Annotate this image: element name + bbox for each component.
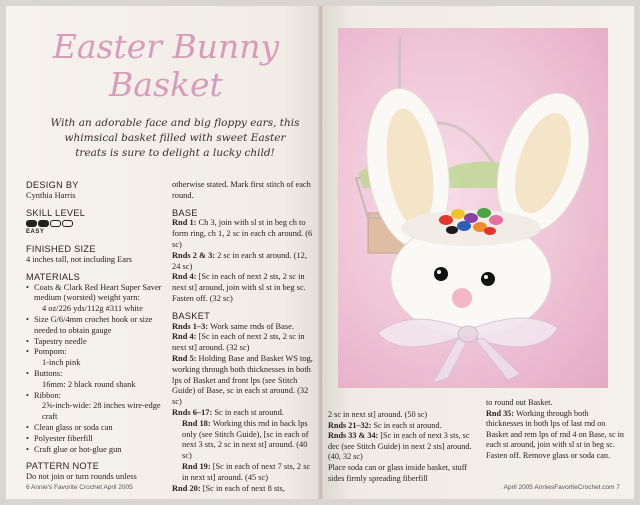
pattern-round (172, 272, 314, 304)
right-footer: April 2005 AnniesFavoriteCrochet.com 7 (503, 484, 620, 491)
title-line-2: Basket (109, 65, 223, 104)
round-label: Rnds 6–17: (172, 407, 215, 417)
material-item: • Tapestry needle (26, 337, 164, 348)
material-item: 16mm: 2 black round shank (42, 379, 136, 389)
skill-box (38, 220, 49, 227)
pattern-round (172, 419, 314, 462)
round-text: [Sc in each of next 8 sts, (202, 483, 285, 493)
pattern-note-continued: otherwise stated. Mark first stitch of each round. (172, 180, 311, 200)
material-item: 4 oz/226 yds/112g #311 white (42, 304, 143, 314)
size-text: 4 inches tall, not including Ears (26, 254, 133, 264)
pattern-round (486, 409, 626, 462)
material-item: • Clean glass or soda can (26, 423, 164, 434)
right-page-column-2 (486, 398, 626, 462)
basket-heading: BASKET (172, 310, 211, 321)
title-line-1: Easter Bunny (52, 27, 280, 66)
left-footer: 6 Annie's Favorite Crochet April 2005 (26, 484, 133, 491)
material-item: • Polyester fiberfill (26, 434, 164, 445)
skill-heading: SKILL LEVEL (26, 207, 86, 218)
bunny-illustration (338, 28, 608, 388)
intro-paragraph: With an adorable face and big floppy ears, this whimsical basket filled with sweet Easter treats is sure to delight a lucky child! (50, 117, 300, 159)
pattern-round (328, 431, 478, 463)
page-title (26, 28, 306, 104)
round-label: Rnd 35: (486, 408, 517, 418)
left-page (6, 6, 322, 499)
pattern-round (172, 332, 314, 354)
material-item: • Craft glue or hot-glue gun (26, 445, 164, 456)
pattern-note-text: Do not join or turn rounds unless (26, 472, 137, 482)
round-label: Rnd 20: (172, 483, 203, 493)
skill-box (26, 220, 37, 227)
bunny-basket-photo (338, 28, 608, 388)
round-text: [Sc in each of next 2 sts, 2 sc in next st] around, join with sl st in beg sc. Fasten off. (32 sc) (172, 272, 306, 303)
round-text: Sc in each st around. (373, 420, 442, 430)
round-label: Rnd 4: (172, 272, 199, 282)
material-item: 1-inch pink (42, 358, 81, 368)
round-text: Ch 3, join with sl st in beg ch to form ring, ch 1, 2 sc in each ch around. (6 sc) (172, 218, 313, 249)
ribbon-bow (378, 318, 558, 383)
skill-level-meter (26, 220, 164, 227)
material-item: • Coats & Clark Red Heart Super Saver medium (worsted) weight yarn: (26, 283, 164, 305)
round-text: Holding Base and Basket WS tog, working through both thicknesses in both lps of Basket and front lps (see Stitch Guide) of Base, sc in each st around. (32 sc) (172, 353, 313, 407)
round-label: Rnds 1–3: (172, 321, 211, 331)
pattern-round (328, 463, 478, 484)
right-column (172, 180, 314, 494)
right-page-column-1 (328, 410, 478, 484)
materials-heading: MATERIALS (26, 271, 81, 282)
pattern-round (328, 410, 478, 421)
left-column (26, 180, 164, 483)
round-text: 2 sc in each st around. (12, 24 sc) (172, 250, 307, 271)
round-text: to round out Basket. (486, 398, 553, 407)
right-page (322, 6, 634, 499)
magazine-spread (6, 6, 634, 499)
skill-label: EASY (26, 229, 45, 236)
round-text: 2 sc in next st] around. (50 sc) (328, 410, 428, 419)
round-label: Rnds 21–32: (328, 420, 374, 430)
materials-list (26, 283, 164, 456)
material-item: • Pompom: (26, 347, 164, 358)
round-label: Rnd 19: (182, 461, 213, 471)
right-eye (481, 272, 495, 286)
round-label: Rnds 33 & 34: (328, 431, 381, 441)
round-label: Rnd 4: (172, 332, 199, 342)
pattern-note-heading: PATTERN NOTE (26, 461, 100, 472)
designer-name: Cynthia Harris (26, 190, 76, 200)
material-item: • Size G/6/4mm crochet hook or size needed to obtain gauge (26, 315, 164, 337)
round-text: [Sc in each of next 2 sts, 2 sc in next st] around. (32 sc) (172, 332, 305, 353)
round-label: Rnd 18: (182, 418, 213, 428)
pattern-round (172, 462, 314, 484)
pattern-round (172, 322, 314, 333)
round-text: Sc in each st around. (214, 407, 284, 417)
left-eye (434, 267, 448, 281)
round-label: Rnd 5: (172, 353, 199, 363)
size-heading: FINISHED SIZE (26, 244, 96, 255)
material-item: • Buttons: (26, 369, 164, 380)
skill-box (50, 220, 61, 227)
pattern-round (328, 421, 478, 432)
base-heading: BASE (172, 207, 198, 218)
material-item: 2⅝-inch-wide: 28 inches wire-edge craft (42, 401, 161, 422)
base-rounds (172, 218, 314, 304)
pattern-round (172, 408, 314, 419)
skill-box (62, 220, 73, 227)
material-item: • Ribbon: (26, 391, 164, 402)
round-text: Working this rnd in back lps only (see Stitch Guide), [sc in each of next 3 sts, 2 sc in next st] around. (40 sc) (182, 418, 309, 461)
round-text: Place soda can or glass inside basket, stuff sides firmly spreading fiberfill (328, 462, 468, 483)
round-label: Rnds 2 & 3: (172, 250, 218, 260)
basket-rounds (172, 322, 314, 495)
round-label: Rnd 1: (172, 218, 199, 228)
round-text: [Sc in each of next 3 sts, sc dec (see Stitch Guide) in next 2 sts] around. (40, 32 sc) (328, 431, 472, 462)
round-text: [Sc in each of next 7 sts, 2 sc in next st] around. (45 sc) (182, 461, 311, 482)
pompom-nose (452, 288, 472, 308)
pattern-round (172, 354, 314, 408)
pattern-round (172, 251, 314, 273)
round-text: Work same rnds of Base. (210, 321, 294, 331)
round-text: Working through both thicknesses in both lps of last rnd on Basket and rem lps of rnd 4 on Base, sc in each st around, join with sl st in beg sc. Fasten off. Remove glass or soda can. (486, 408, 625, 460)
pattern-round (172, 484, 314, 495)
pattern-round (172, 218, 314, 250)
pattern-round (486, 398, 626, 409)
design-by-heading: DESIGN BY (26, 180, 79, 190)
